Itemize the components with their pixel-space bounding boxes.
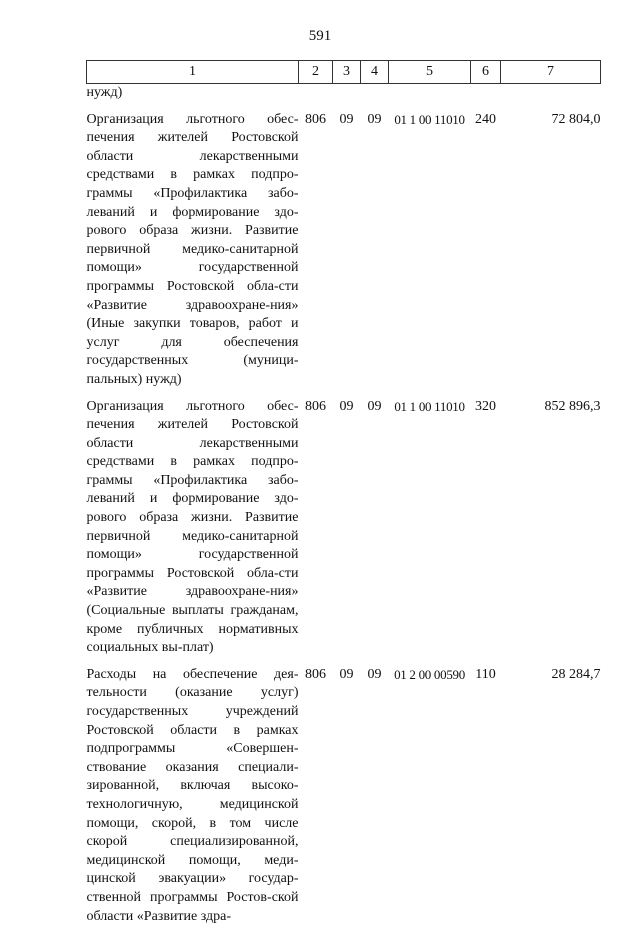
row-grbs: 806: [305, 398, 326, 414]
table-row: [87, 398, 601, 658]
continuation-row: [87, 84, 601, 103]
row-grbs: 806: [305, 666, 326, 682]
row-expense-type: 240: [475, 111, 496, 127]
page-number: 591: [308, 28, 332, 44]
row-amount: 28 284,7: [551, 666, 601, 682]
header-col-7: 7: [501, 61, 601, 84]
row-description: Организация льготного обес-печения жителей Ростовской области лекарственными средствами в рамках подпро-граммы «Профилактика забо-леваний и формирование здо-рового образа жизни. Развитие первичной медико-санитарной помощи» государственной программы Ростовской обла-сти «Развитие здравоохране-ния» (Иные закупки товаров, работ и услуг для обеспечения государственных (муници-пальных) нужд): [86, 111, 299, 387]
header-col-6: 6: [471, 61, 501, 84]
row-description: Организация льготного обес-печения жителей Ростовской области лекарственными средствами в рамках подпро-граммы «Профилактика забо-леваний и формирование здо-рового образа жизни. Развитие первичной медико-санитарной помощи» государственной программы Ростовской обла-сти «Развитие здравоохране-ния» (Социальные выплаты гражданам, кроме публичных нормативных социальных вы-плат): [86, 398, 299, 656]
continuation-text: нужд): [86, 85, 123, 100]
header-col-2: 2: [299, 61, 333, 84]
row-target-article: 01 1 00 11010: [394, 398, 465, 414]
header-col-4: 4: [361, 61, 389, 84]
table-header: [87, 61, 601, 84]
header-col-1: 1: [87, 61, 299, 84]
row-subsection: 09: [367, 111, 382, 127]
row-subsection: 09: [367, 398, 382, 414]
table-row: [87, 111, 601, 390]
header-col-5: 5: [389, 61, 471, 84]
row-description: Расходы на обеспечение дея-тельности (оказание услуг) государственных учреждений Ростовской области в рамках подпрограммы «Совершен-ствование оказания специали-зированной, включая высоко-технологичную, медицинской помощи, скорой, в том числе скорой специализированной, медицинской помощи, меди-цинской эвакуации» государ-ственной программы Ростов-ской области «Развитие здра-: [86, 666, 299, 924]
row-section: 09: [339, 398, 354, 414]
row-target-article: 01 2 00 00590: [394, 666, 465, 682]
header-col-3: 3: [333, 61, 361, 84]
row-amount: 72 804,0: [551, 111, 601, 127]
row-target-article: 01 1 00 11010: [394, 111, 465, 127]
row-expense-type: 110: [475, 666, 496, 682]
budget-table: [86, 60, 601, 926]
row-amount: 852 896,3: [544, 398, 601, 414]
row-section: 09: [339, 666, 354, 682]
row-grbs: 806: [305, 111, 326, 127]
row-section: 09: [339, 111, 354, 127]
table-row: [87, 666, 601, 926]
row-expense-type: 320: [475, 398, 496, 414]
row-subsection: 09: [367, 666, 382, 682]
